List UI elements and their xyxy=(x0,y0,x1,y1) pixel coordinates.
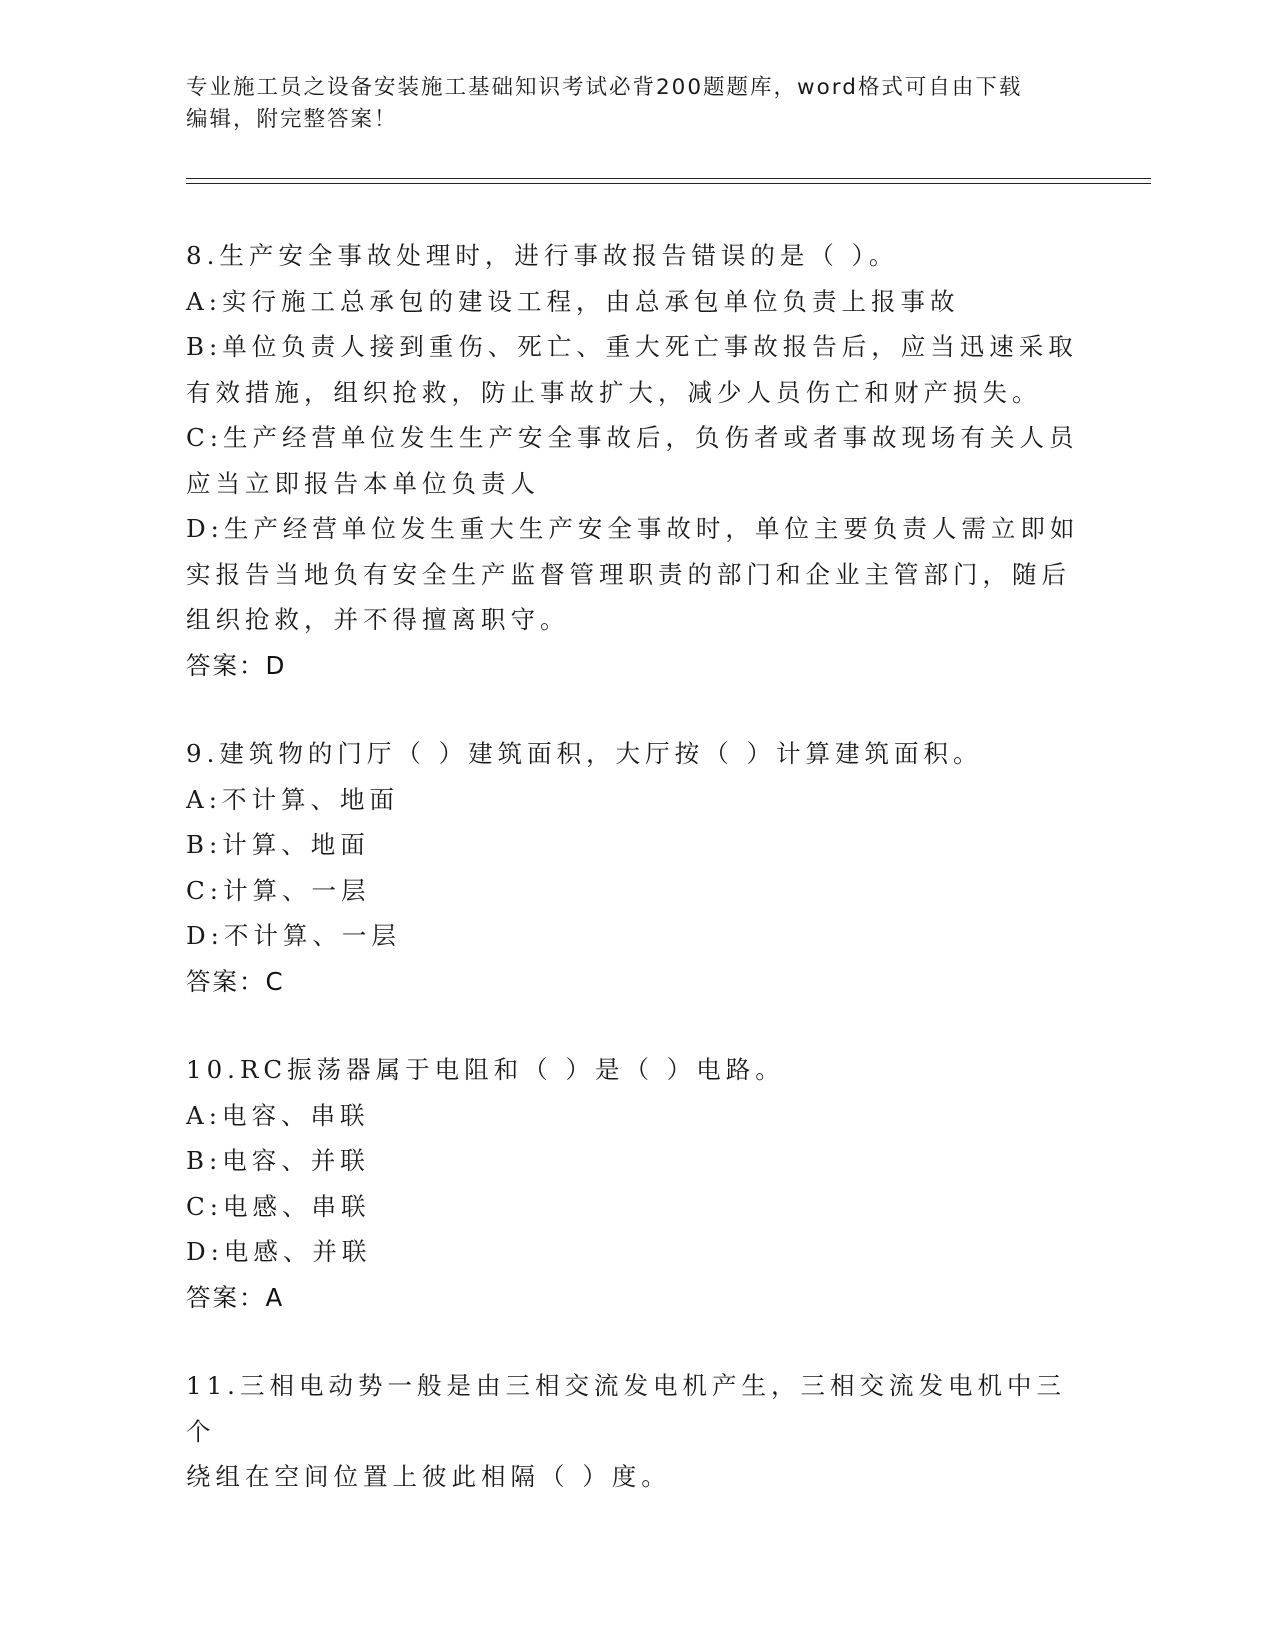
header-subtitle-line: 编辑，附完整答案！ xyxy=(186,107,398,132)
option-line: B:计算、地面 xyxy=(186,830,370,859)
question-stem-line: 8.生产安全事故处理时，进行事故报告错误的是（ ）。 xyxy=(186,241,899,270)
option-line: D:电感、并联 xyxy=(186,1237,372,1266)
question-block xyxy=(186,233,1086,688)
option-line: 应当立即报告本单位负责人 xyxy=(186,468,540,498)
question-list xyxy=(186,233,1086,1543)
answer-line: 答案：D xyxy=(186,650,287,680)
document-header xyxy=(186,72,1086,136)
question-block xyxy=(186,731,1086,1004)
question-stem-line: 绕组在空间位置上彼此相隔（ ）度。 xyxy=(186,1462,671,1491)
question-block xyxy=(186,1363,1086,1500)
question-block xyxy=(186,1047,1086,1320)
question-stem-line: 10.RC振荡器属于电阻和（ ）是（ ）电路。 xyxy=(186,1055,785,1084)
option-line: 实报告当地负有安全生产监督管理职责的部门和企业主管部门，随后 xyxy=(186,559,1071,589)
header-divider-top xyxy=(186,178,1151,179)
option-line: 组织抢救，并不得擅离职守。 xyxy=(186,605,570,634)
option-line: C:计算、一层 xyxy=(186,875,371,905)
question-stem-line: 11.三相电动势一般是由三相交流发电机产生，三相交流发电机中三个 xyxy=(186,1371,1066,1446)
option-line: 有效措施，组织抢救，防止事故扩大，减少人员伤亡和财产损失。 xyxy=(186,377,1042,407)
option-line: A:不计算、地面 xyxy=(186,784,399,814)
option-line: D:不计算、一层 xyxy=(186,921,401,950)
header-divider-bottom xyxy=(186,183,1151,184)
option-line: C:电感、串联 xyxy=(186,1191,371,1221)
option-line: A:电容、串联 xyxy=(186,1100,370,1130)
option-line: B:电容、并联 xyxy=(186,1146,370,1175)
answer-line: 答案：A xyxy=(186,1282,285,1312)
option-line: B:单位负责人接到重伤、死亡、重大死亡事故报告后，应当迅速采取 xyxy=(186,332,1078,361)
option-line: D:生产经营单位发生重大生产安全事故时，单位主要负责人需立即如 xyxy=(186,514,1080,543)
answer-line: 答案：C xyxy=(186,966,285,996)
header-title-line: 专业施工员之设备安装施工基础知识考试必背200题题库，word格式可自由下载 xyxy=(186,75,1023,100)
option-line: C:生产经营单位发生生产安全事故后，负伤者或者事故现场有关人员 xyxy=(186,423,1079,452)
question-stem-line: 9.建筑物的门厅（ ）建筑面积，大厅按（ ）计算建筑面积。 xyxy=(186,739,983,768)
option-line: A:实行施工总承包的建设工程，由总承包单位负责上报事故 xyxy=(186,286,960,316)
